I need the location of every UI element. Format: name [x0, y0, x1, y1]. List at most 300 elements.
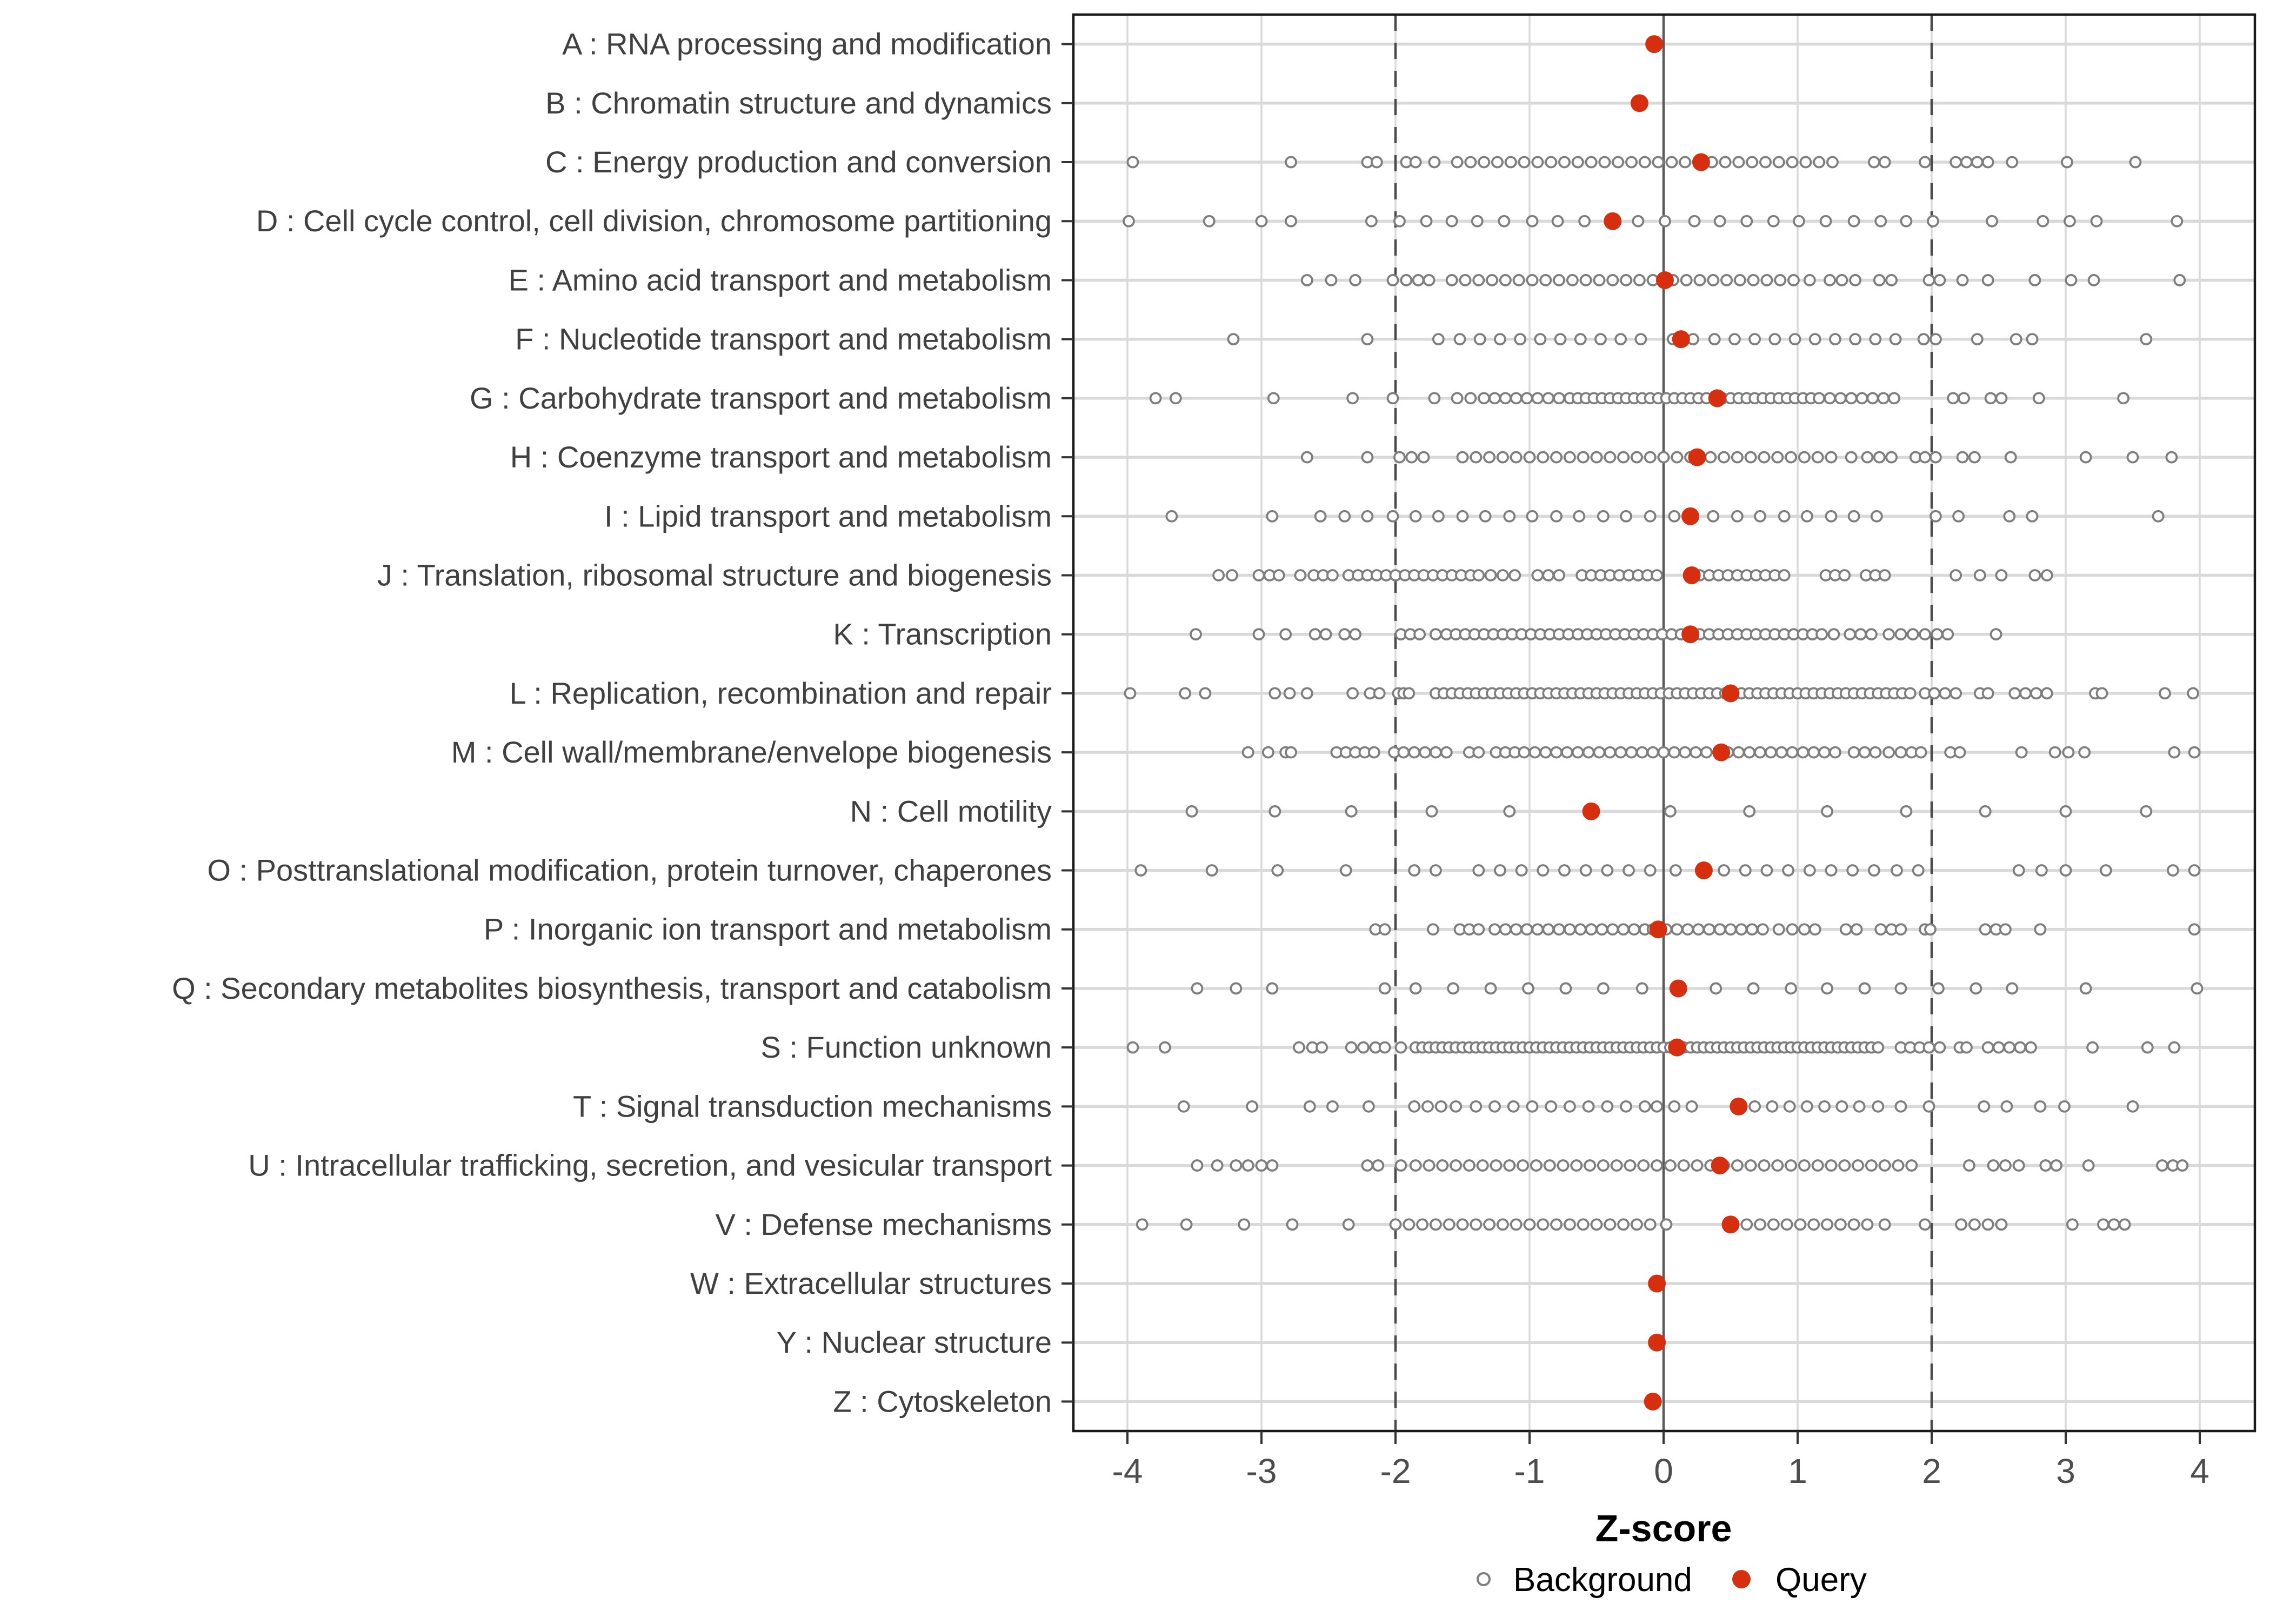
- background-point: [1669, 511, 1679, 522]
- background-point: [1839, 570, 1850, 580]
- background-point: [1362, 1160, 1372, 1171]
- background-point: [1538, 1219, 1548, 1229]
- background-point: [1846, 452, 1857, 463]
- query-point: [1645, 35, 1663, 53]
- background-point: [1506, 157, 1516, 168]
- background-point: [1522, 924, 1532, 934]
- background-point: [1746, 452, 1756, 463]
- background-point: [1247, 1101, 1257, 1112]
- background-point: [1862, 452, 1872, 463]
- background-point: [1774, 924, 1784, 934]
- background-point: [1574, 511, 1584, 522]
- background-point: [1522, 393, 1532, 403]
- background-point: [1645, 865, 1655, 876]
- background-point: [1969, 1219, 1980, 1229]
- background-point: [1783, 865, 1793, 876]
- y-axis-label: T : Signal transduction mechanisms: [572, 1089, 1052, 1124]
- background-point: [1755, 747, 1765, 758]
- background-point: [1996, 393, 2006, 403]
- background-point: [1413, 275, 1424, 285]
- background-point: [1924, 1101, 1934, 1112]
- background-point: [2169, 1042, 2179, 1053]
- background-point: [1705, 452, 1715, 463]
- background-point: [1672, 924, 1682, 934]
- background-point: [1394, 452, 1405, 463]
- background-point: [1983, 157, 1993, 168]
- background-point: [1239, 1219, 1249, 1229]
- background-point: [1504, 511, 1514, 522]
- background-point: [1555, 334, 1566, 344]
- background-point: [2157, 1160, 2167, 1171]
- background-point: [1613, 157, 1623, 168]
- background-point: [1373, 1160, 1383, 1171]
- y-axis-label: Y : Nuclear structure: [776, 1325, 1052, 1360]
- background-point: [1127, 157, 1138, 168]
- background-point: [1192, 1160, 1202, 1171]
- background-point: [1621, 1101, 1631, 1112]
- background-point: [1940, 688, 1950, 698]
- background-point: [1648, 747, 1658, 758]
- background-point: [1257, 216, 1267, 226]
- background-point: [1339, 511, 1350, 522]
- background-point: [1586, 924, 1597, 934]
- background-point: [1551, 747, 1561, 758]
- background-point: [1424, 1160, 1434, 1171]
- background-point: [1417, 1219, 1427, 1229]
- background-point: [1578, 452, 1588, 463]
- x-tick-label: -4: [1112, 1452, 1143, 1491]
- background-point: [1884, 629, 1894, 639]
- background-point: [2000, 924, 2011, 934]
- background-point: [1924, 275, 1934, 285]
- background-point: [1759, 452, 1770, 463]
- background-point: [1274, 570, 1284, 580]
- background-point: [1755, 1219, 1765, 1229]
- background-point: [2017, 747, 2027, 758]
- background-point: [1891, 334, 1901, 344]
- background-point: [1637, 983, 1647, 993]
- background-point: [1409, 1101, 1419, 1112]
- background-point: [1380, 924, 1390, 934]
- background-point: [1732, 511, 1742, 522]
- background-point: [1971, 983, 1981, 993]
- background-point: [2160, 688, 2170, 698]
- query-point: [1656, 271, 1674, 289]
- background-point: [1267, 983, 1277, 993]
- background-point: [2001, 1101, 2012, 1112]
- background-point: [2014, 865, 2024, 876]
- x-tick-label: 0: [1654, 1452, 1673, 1491]
- background-point: [1869, 865, 1879, 876]
- background-point: [1759, 1160, 1770, 1171]
- background-point: [2065, 216, 2075, 226]
- background-point: [1640, 157, 1650, 168]
- background-point: [1530, 747, 1540, 758]
- y-axis-label: M : Cell wall/membrane/envelope biogenesis: [451, 735, 1052, 770]
- background-point: [1286, 157, 1296, 168]
- background-point: [1750, 1101, 1760, 1112]
- background-point: [1286, 216, 1296, 226]
- background-point: [1490, 924, 1500, 934]
- background-point: [1693, 924, 1704, 934]
- background-point: [1951, 157, 1961, 168]
- background-point: [1302, 275, 1312, 285]
- background-point: [1828, 629, 1839, 639]
- background-point: [1961, 157, 1972, 168]
- y-axis-label: Z : Cytoskeleton: [833, 1384, 1052, 1419]
- background-point: [1394, 216, 1405, 226]
- background-point: [1263, 747, 1273, 758]
- background-point: [1645, 1219, 1655, 1229]
- background-point: [1487, 275, 1497, 285]
- background-point: [1874, 275, 1885, 285]
- background-point: [2042, 570, 2052, 580]
- background-point: [1825, 275, 1835, 285]
- background-point: [1931, 452, 1941, 463]
- background-point: [1452, 393, 1463, 403]
- background-point: [1704, 924, 1714, 934]
- background-point: [1573, 747, 1583, 758]
- background-point: [1875, 216, 1886, 226]
- background-point: [1499, 216, 1509, 226]
- background-point: [1504, 806, 1514, 817]
- background-point: [1860, 983, 1870, 993]
- background-point: [2128, 452, 2138, 463]
- background-point: [1243, 747, 1253, 758]
- background-point: [1837, 1101, 1847, 1112]
- background-point: [1766, 747, 1776, 758]
- background-point: [1592, 452, 1602, 463]
- background-point: [1187, 806, 1197, 817]
- background-point: [1805, 275, 1815, 285]
- background-point: [2035, 1101, 2045, 1112]
- background-point: [2120, 1219, 2130, 1229]
- background-point: [1565, 452, 1575, 463]
- background-point: [1880, 157, 1890, 168]
- background-point: [2035, 924, 2045, 934]
- background-point: [1683, 924, 1693, 934]
- background-point: [1690, 216, 1700, 226]
- background-point: [2177, 1160, 2187, 1171]
- y-axis-label: V : Defense mechanisms: [715, 1207, 1052, 1241]
- background-point: [2027, 334, 2038, 344]
- background-point: [1839, 1160, 1850, 1171]
- background-point: [1672, 452, 1682, 463]
- background-point: [1254, 629, 1264, 639]
- background-point: [1625, 1160, 1635, 1171]
- query-point: [1681, 625, 1699, 643]
- background-point: [1908, 629, 1918, 639]
- y-axis-label: P : Inorganic ion transport and metabolism: [483, 912, 1052, 946]
- query-point: [1631, 94, 1648, 112]
- background-point: [1671, 865, 1681, 876]
- background-point: [1411, 1160, 1421, 1171]
- background-point: [1414, 629, 1425, 639]
- background-point: [1473, 275, 1484, 285]
- background-point: [1884, 747, 1894, 758]
- query-point: [1695, 861, 1713, 879]
- background-point: [2081, 983, 2091, 993]
- background-point: [2007, 983, 2017, 993]
- background-point: [2059, 1101, 2069, 1112]
- background-point: [1991, 629, 2001, 639]
- background-point: [1872, 511, 1882, 522]
- background-point: [1437, 1160, 1447, 1171]
- background-point: [1409, 865, 1419, 876]
- background-point: [1790, 334, 1800, 344]
- background-point: [1424, 275, 1434, 285]
- background-point: [1761, 275, 1772, 285]
- background-point: [1741, 216, 1752, 226]
- background-point: [1665, 1160, 1675, 1171]
- background-point: [1779, 570, 1790, 580]
- background-point: [1635, 334, 1646, 344]
- background-point: [1652, 570, 1662, 580]
- background-point: [1850, 275, 1860, 285]
- background-point: [1346, 806, 1357, 817]
- background-point: [1421, 216, 1432, 226]
- background-point: [1527, 275, 1537, 285]
- background-point: [1317, 1042, 1327, 1053]
- background-point: [2153, 511, 2164, 522]
- background-point: [1551, 1219, 1561, 1229]
- query-point: [1730, 1098, 1747, 1115]
- background-point: [1553, 216, 1563, 226]
- background-point: [1747, 924, 1757, 934]
- background-point: [1826, 1160, 1837, 1171]
- background-point: [1508, 1101, 1519, 1112]
- background-point: [1855, 629, 1866, 639]
- background-point: [1560, 983, 1571, 993]
- background-point: [1629, 924, 1639, 934]
- background-point: [1511, 393, 1521, 403]
- background-point: [1326, 275, 1336, 285]
- background-point: [1151, 393, 1161, 403]
- background-point: [2079, 747, 2089, 758]
- background-point: [1845, 629, 1855, 639]
- background-point: [2011, 334, 2021, 344]
- background-point: [1680, 157, 1690, 168]
- background-point: [1257, 1160, 1267, 1171]
- background-point: [1996, 1219, 2006, 1229]
- query-point: [1692, 153, 1710, 171]
- background-point: [1302, 452, 1312, 463]
- background-point: [1624, 865, 1634, 876]
- background-point: [2000, 1160, 2011, 1171]
- background-point: [1586, 157, 1597, 168]
- background-point: [1652, 1160, 1662, 1171]
- background-point: [1959, 393, 1969, 403]
- legend-query-marker-icon: [1732, 1570, 1751, 1588]
- background-point: [1808, 747, 1819, 758]
- background-point: [1605, 1219, 1615, 1229]
- background-point: [2168, 865, 2178, 876]
- background-point: [1860, 747, 1870, 758]
- background-point: [1347, 688, 1358, 698]
- y-axis-label: W : Extracellular structures: [690, 1266, 1052, 1300]
- background-point: [1581, 275, 1591, 285]
- background-point: [1598, 983, 1608, 993]
- background-point: [1272, 865, 1283, 876]
- background-point: [1786, 1160, 1796, 1171]
- background-point: [1901, 216, 1911, 226]
- x-tick-label: -2: [1380, 1452, 1411, 1491]
- query-point: [1670, 979, 1687, 997]
- background-point: [1744, 747, 1754, 758]
- background-point: [1227, 570, 1237, 580]
- background-point: [1932, 629, 1942, 639]
- background-point: [1527, 216, 1537, 226]
- background-point: [1846, 393, 1857, 403]
- background-point: [1391, 1219, 1401, 1229]
- background-point: [1732, 452, 1742, 463]
- background-point: [1602, 1101, 1612, 1112]
- background-point: [1951, 570, 1961, 580]
- query-point: [1708, 389, 1726, 407]
- background-point: [1471, 1219, 1481, 1229]
- background-point: [1538, 865, 1548, 876]
- query-point: [1683, 566, 1701, 584]
- background-point: [1680, 747, 1690, 758]
- background-point: [2006, 452, 2016, 463]
- background-point: [1519, 157, 1530, 168]
- background-point: [1626, 747, 1637, 758]
- background-point: [1447, 275, 1457, 285]
- background-point: [1748, 983, 1759, 993]
- y-axis-label: H : Coenzyme transport and metabolism: [510, 440, 1052, 474]
- background-point: [1372, 157, 1382, 168]
- background-point: [1774, 157, 1784, 168]
- y-axis-label: B : Chromatin structure and dynamics: [545, 85, 1052, 120]
- background-point: [1665, 806, 1675, 817]
- background-point: [1694, 275, 1705, 285]
- background-point: [1956, 1219, 1966, 1229]
- background-point: [1975, 570, 1985, 580]
- background-point: [1511, 1219, 1521, 1229]
- background-point: [1366, 216, 1377, 226]
- background-point: [1870, 747, 1880, 758]
- background-point: [1444, 1219, 1454, 1229]
- background-point: [1618, 1219, 1628, 1229]
- background-point: [1396, 1160, 1406, 1171]
- x-axis-title: Z-score: [1595, 1507, 1732, 1549]
- background-point: [1901, 806, 1911, 817]
- background-point: [1543, 570, 1553, 580]
- background-point: [1479, 393, 1489, 403]
- background-point: [1626, 157, 1637, 168]
- background-point: [1191, 629, 1201, 639]
- background-point: [1478, 1160, 1488, 1171]
- background-point: [1821, 216, 1831, 226]
- background-point: [2172, 216, 2182, 226]
- background-point: [2026, 1042, 2036, 1053]
- background-point: [1866, 1160, 1877, 1171]
- background-point: [1287, 1219, 1298, 1229]
- query-point: [1722, 684, 1740, 702]
- background-point: [2027, 511, 2038, 522]
- background-point: [1401, 275, 1411, 285]
- background-point: [1433, 511, 1444, 522]
- background-point: [1398, 747, 1408, 758]
- background-point: [1464, 1160, 1474, 1171]
- background-point: [1826, 865, 1837, 876]
- background-point: [1825, 393, 1835, 403]
- background-point: [1849, 1219, 1859, 1229]
- background-point: [1786, 452, 1796, 463]
- background-point: [1484, 1219, 1494, 1229]
- background-point: [2020, 688, 2031, 698]
- query-point: [1722, 1215, 1740, 1233]
- background-point: [1892, 865, 1902, 876]
- y-axis-label: Q : Secondary metabolites biosynthesis, transport and catabolism: [172, 971, 1052, 1005]
- background-point: [1471, 452, 1481, 463]
- background-point: [1431, 1219, 1441, 1229]
- background-point: [1511, 452, 1521, 463]
- background-point: [1350, 629, 1360, 639]
- background-point: [1969, 452, 1980, 463]
- background-point: [1532, 570, 1543, 580]
- background-point: [1708, 511, 1718, 522]
- background-point: [1125, 688, 1135, 698]
- background-point: [1779, 511, 1790, 522]
- background-point: [2084, 1160, 2094, 1171]
- background-point: [1893, 1160, 1904, 1171]
- x-tick-label: 3: [2056, 1452, 2075, 1491]
- background-point: [1452, 157, 1463, 168]
- background-point: [1770, 334, 1780, 344]
- background-point: [1889, 393, 1899, 403]
- background-point: [1228, 334, 1238, 344]
- background-point: [1137, 1219, 1147, 1229]
- background-point: [2141, 334, 2151, 344]
- background-point: [2089, 275, 2099, 285]
- y-axis-label: C : Energy production and conversion: [545, 145, 1052, 179]
- y-axis-label: K : Transcription: [833, 617, 1052, 651]
- background-point: [1597, 924, 1607, 934]
- background-point: [2166, 452, 2176, 463]
- background-point: [1849, 511, 1859, 522]
- background-point: [1585, 1160, 1595, 1171]
- background-point: [1612, 1160, 1622, 1171]
- background-point: [1870, 334, 1880, 344]
- background-point: [1895, 1101, 1906, 1112]
- y-axis-label: I : Lipid transport and metabolism: [604, 499, 1052, 533]
- y-axis-label: N : Cell motility: [850, 794, 1052, 828]
- query-point: [1604, 212, 1621, 230]
- background-point: [1420, 747, 1430, 758]
- background-point: [1471, 1101, 1481, 1112]
- background-point: [1666, 157, 1677, 168]
- background-point: [1934, 1042, 1945, 1053]
- background-point: [1708, 275, 1718, 285]
- background-point: [1799, 452, 1810, 463]
- background-point: [1931, 334, 1941, 344]
- query-point: [1672, 330, 1690, 348]
- background-point: [1581, 865, 1591, 876]
- background-point: [1571, 1160, 1581, 1171]
- background-point: [1451, 1160, 1461, 1171]
- background-point: [1847, 865, 1858, 876]
- background-point: [1983, 1219, 1993, 1229]
- background-point: [1852, 924, 1862, 934]
- background-point: [1511, 924, 1521, 934]
- background-point: [1491, 1160, 1501, 1171]
- background-point: [1327, 1101, 1338, 1112]
- background-point: [1207, 865, 1217, 876]
- background-point: [1767, 1101, 1777, 1112]
- background-point: [1598, 1160, 1608, 1171]
- background-point: [1955, 747, 1965, 758]
